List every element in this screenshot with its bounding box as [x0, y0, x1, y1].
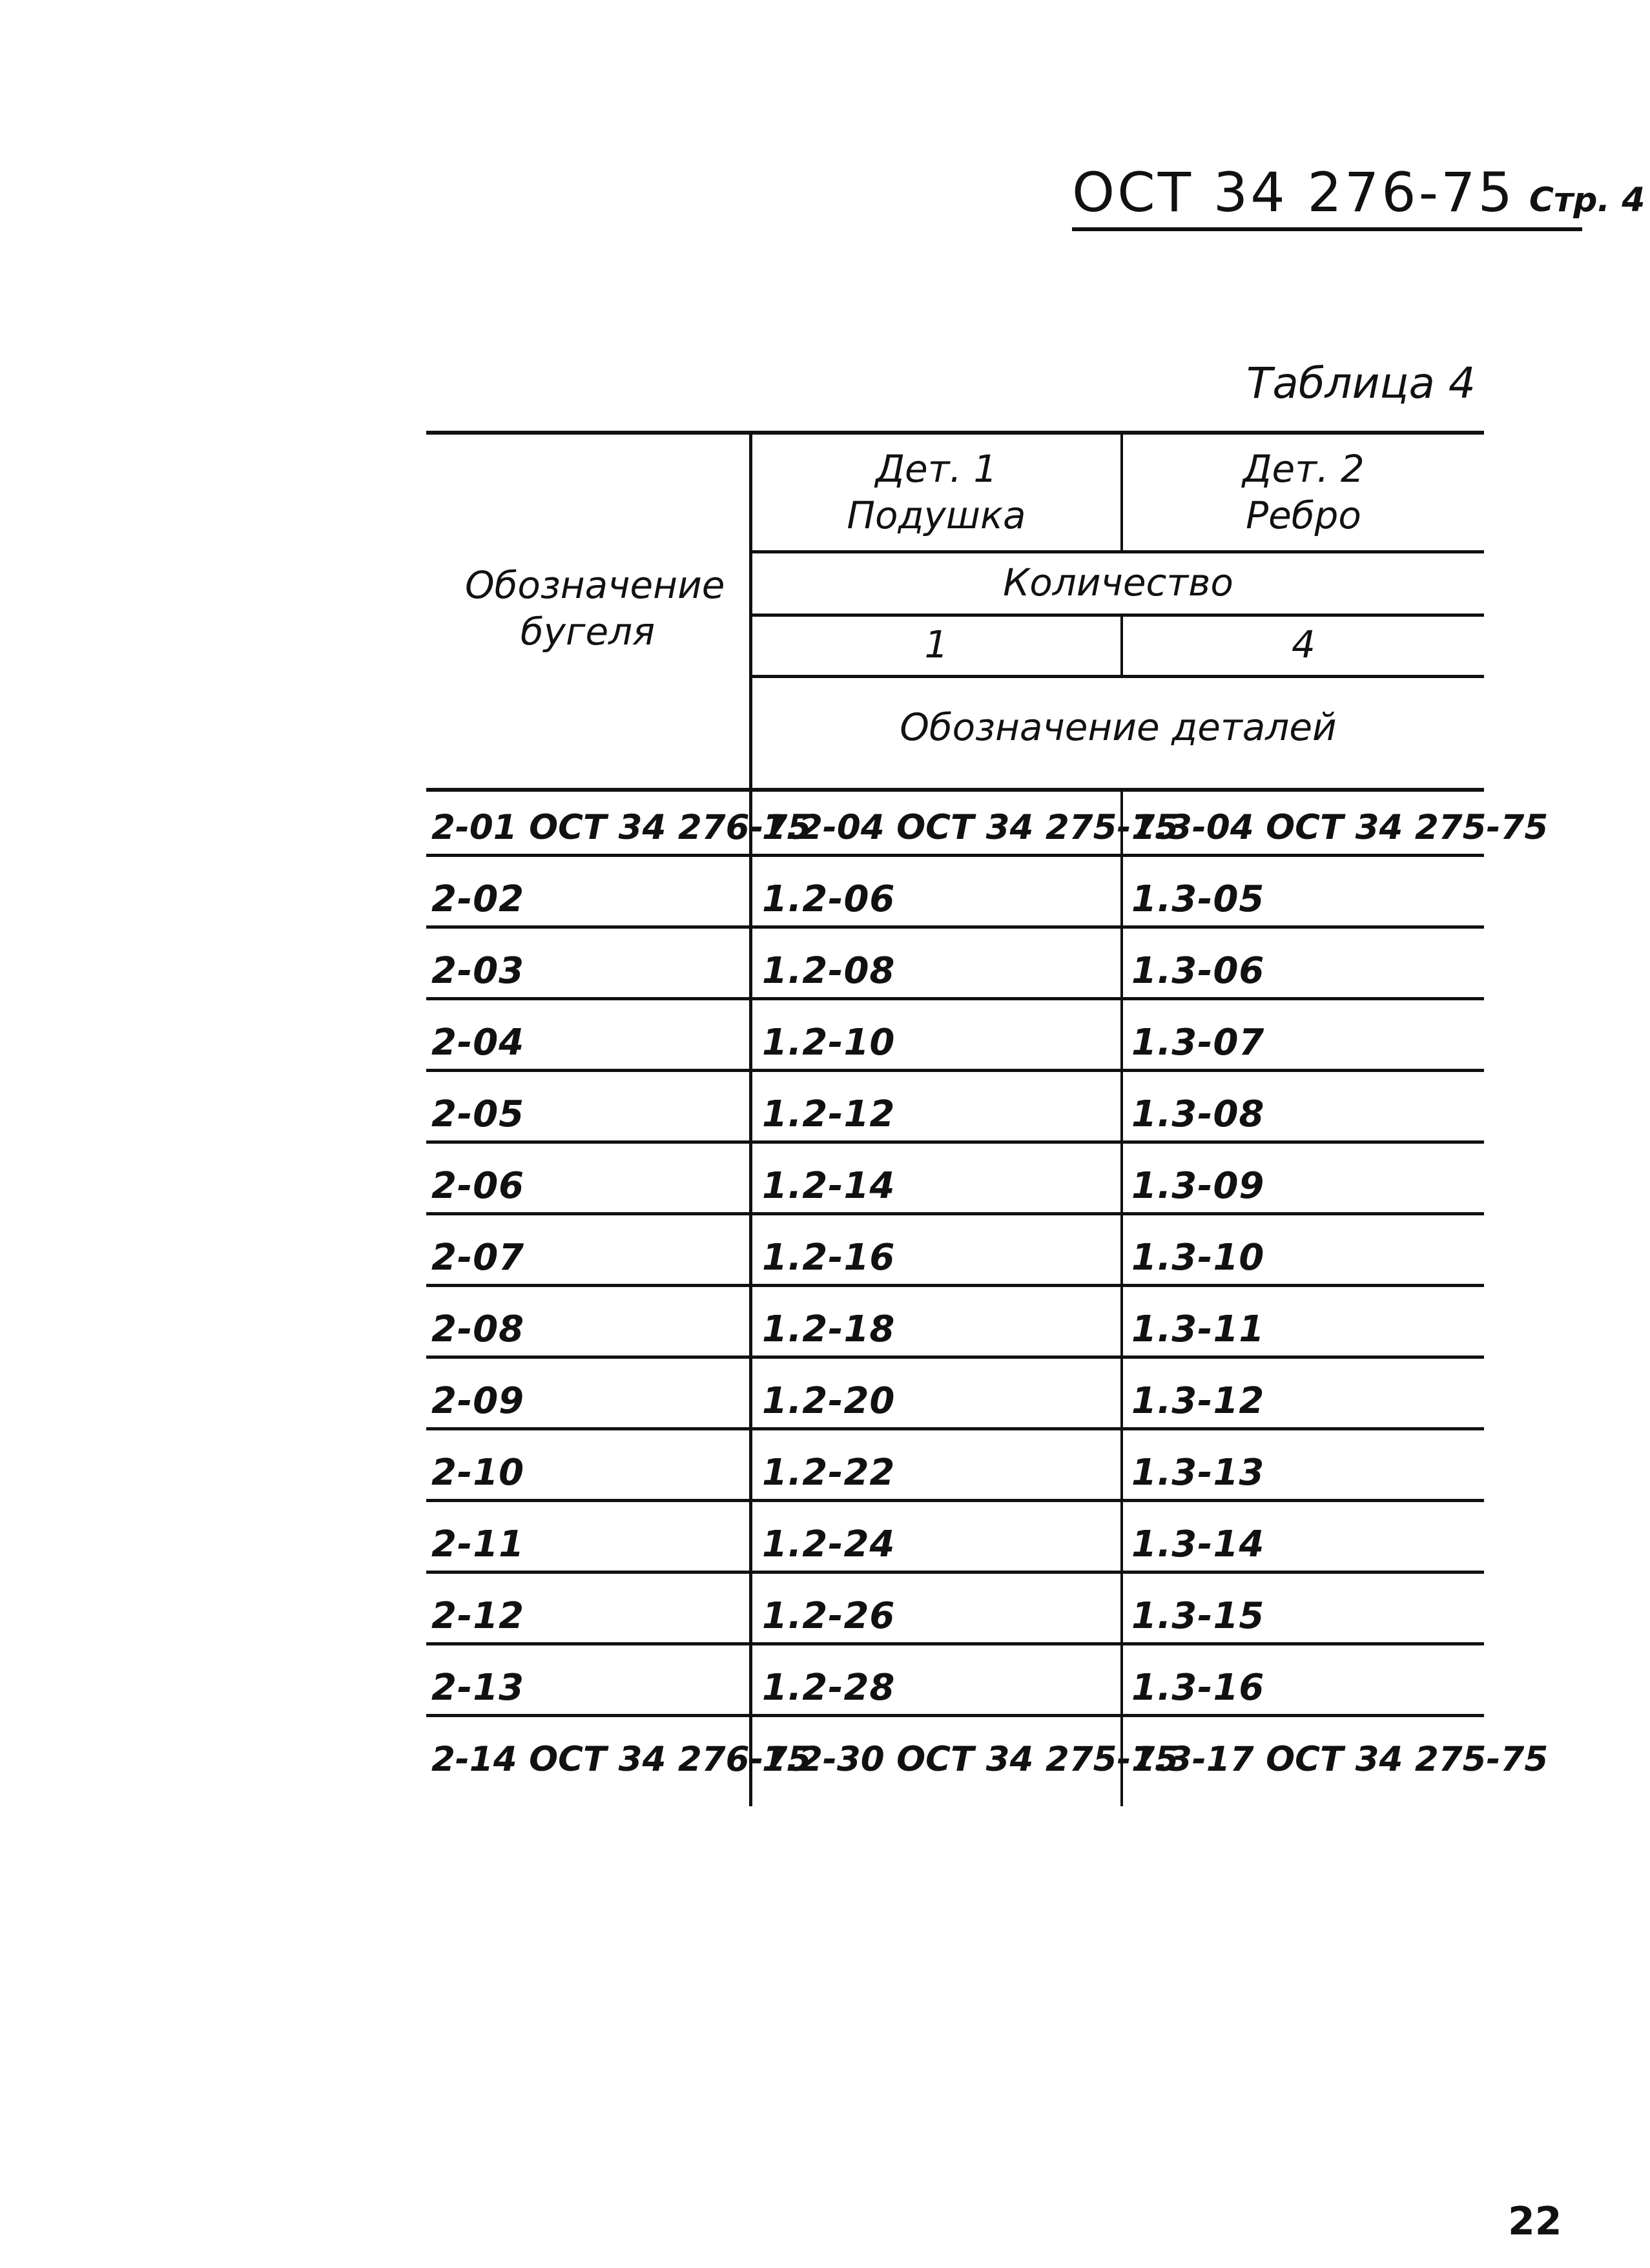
row-rule [426, 997, 1484, 1000]
row-detail1: 1.2-16 [762, 1237, 896, 1279]
row-rule [426, 1212, 1484, 1215]
row-detail1: 1.2-04 ОСТ 34 275-75 [762, 808, 1179, 847]
row-detail1: 1.2-26 [762, 1595, 896, 1637]
row-designation: 2-02 [431, 878, 525, 920]
header-quantity-label: Количество [1003, 561, 1233, 604]
row-detail2: 1.3-04 ОСТ 34 275-75 [1131, 808, 1549, 847]
document-code: ОСТ 34 276-75 [1072, 161, 1515, 224]
row-detail1: 1.2-10 [762, 1022, 896, 1064]
row-designation: 2-09 [431, 1380, 525, 1422]
header-detail1-name: Подушка [847, 493, 1026, 537]
row-detail2: 1.3-07 [1131, 1022, 1265, 1064]
row-designation: 2-14 ОСТ 34 276-75 [431, 1740, 812, 1779]
row-detail1: 1.2-08 [762, 950, 896, 992]
row-designation: 2-01 ОСТ 34 276-75 [431, 808, 812, 847]
row-rule [426, 1571, 1484, 1574]
header-quantity-detail1: 1 [924, 623, 949, 666]
header-rule-counts [751, 675, 1484, 678]
row-designation: 2-06 [431, 1165, 525, 1207]
row-detail1: 1.2-30 ОСТ 34 275-75 [762, 1740, 1179, 1779]
row-rule [426, 1284, 1484, 1287]
row-rule [426, 1427, 1484, 1430]
row-designation: 2-05 [431, 1093, 525, 1135]
row-designation: 2-07 [431, 1237, 525, 1279]
header-rule-quantity [751, 613, 1484, 617]
row-detail1: 1.2-28 [762, 1667, 896, 1709]
row-designation: 2-03 [431, 950, 525, 992]
row-rule [426, 1642, 1484, 1645]
row-detail1: 1.2-24 [762, 1523, 896, 1565]
row-rule [426, 1069, 1484, 1072]
header-detail2-number: Дет. 2 [1243, 447, 1365, 491]
row-designation: 2-12 [431, 1595, 525, 1637]
row-detail1: 1.2-20 [762, 1380, 896, 1422]
row-detail2: 1.3-15 [1131, 1595, 1265, 1637]
row-designation: 2-08 [431, 1308, 525, 1350]
header-quantity-detail2: 4 [1292, 623, 1315, 666]
row-detail1: 1.2-06 [762, 878, 896, 920]
table-title: Таблица 4 [1246, 358, 1476, 408]
row-rule [426, 854, 1484, 857]
header-detail2 [1123, 446, 1484, 539]
row-detail2: 1.3-17 ОСТ 34 275-75 [1131, 1740, 1549, 1779]
header-designation-column [426, 562, 749, 655]
row-designation: 2-11 [431, 1523, 525, 1565]
row-rule [426, 1714, 1484, 1717]
page-label: Стр. 4 [1529, 181, 1645, 220]
document-header [1072, 160, 1645, 231]
row-detail2: 1.3-11 [1131, 1308, 1265, 1350]
row-rule [426, 1356, 1484, 1359]
header-designation-label: Обозначение бугеля [465, 563, 725, 654]
row-rule [426, 1140, 1484, 1144]
row-detail2: 1.3-10 [1131, 1237, 1265, 1279]
row-rule [426, 1499, 1484, 1502]
header-details-designation: Обозначение деталей [900, 705, 1337, 749]
page-number: 22 [1508, 2199, 1562, 2244]
row-detail2: 1.3-06 [1131, 950, 1265, 992]
header-detail1 [752, 446, 1120, 539]
row-detail1: 1.2-22 [762, 1452, 896, 1494]
row-detail2: 1.3-12 [1131, 1380, 1265, 1422]
row-detail2: 1.3-14 [1131, 1523, 1265, 1565]
row-detail1: 1.2-18 [762, 1308, 896, 1350]
column-divider-body [1120, 788, 1123, 1806]
header-detail1-number: Дет. 1 [875, 447, 998, 491]
row-detail1: 1.2-14 [762, 1165, 896, 1207]
header-bottom-rule [426, 788, 1484, 792]
header-detail2-name: Ребро [1246, 493, 1361, 537]
row-designation: 2-04 [431, 1022, 525, 1064]
row-rule [426, 925, 1484, 929]
row-designation: 2-10 [431, 1452, 525, 1494]
table-top-rule [426, 431, 1484, 435]
row-detail2: 1.3-09 [1131, 1165, 1265, 1207]
header-rule-details [751, 550, 1484, 553]
row-detail1: 1.2-12 [762, 1093, 896, 1135]
row-detail2: 1.3-05 [1131, 878, 1265, 920]
row-detail2: 1.3-13 [1131, 1452, 1265, 1494]
row-designation: 2-13 [431, 1667, 525, 1709]
row-detail2: 1.3-16 [1131, 1667, 1265, 1709]
row-detail2: 1.3-08 [1131, 1093, 1265, 1135]
